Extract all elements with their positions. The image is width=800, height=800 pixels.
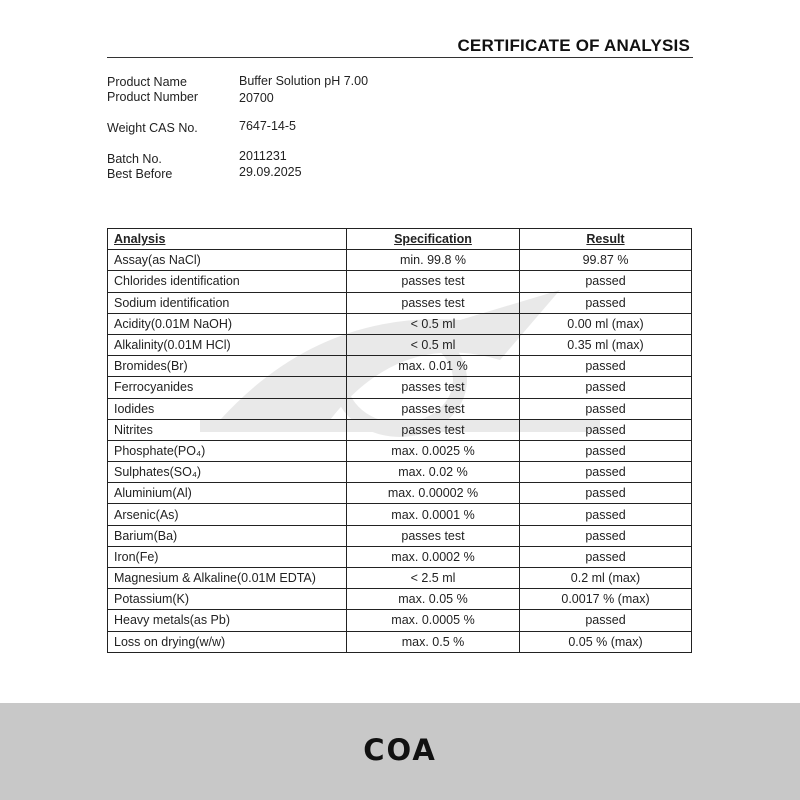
cas-value: 7647-14-5 xyxy=(239,119,296,133)
result-cell: 0.35 ml (max) xyxy=(520,334,692,355)
product-name-value: Buffer Solution pH 7.00 xyxy=(239,74,369,88)
table-row xyxy=(108,462,692,483)
analysis-cell: Heavy metals(as Pb) xyxy=(108,610,347,631)
table-row xyxy=(108,292,692,313)
analysis-cell: Iron(Fe) xyxy=(108,546,347,567)
column-header-result: Result xyxy=(520,229,692,250)
table-row xyxy=(108,356,692,377)
result-cell: passed xyxy=(520,377,692,398)
specification-cell: max. 0.0001 % xyxy=(347,504,520,525)
result-cell: passed xyxy=(520,356,692,377)
analysis-cell: Sulphates(SO₄) xyxy=(108,462,347,483)
analysis-cell: Potassium(K) xyxy=(108,589,347,610)
result-cell: passed xyxy=(520,462,692,483)
specification-cell: < 0.5 ml xyxy=(347,334,520,355)
specification-cell: max. 0.00002 % xyxy=(347,483,520,504)
result-cell: passed xyxy=(520,610,692,631)
table-row xyxy=(108,546,692,567)
batch-label: Batch No. xyxy=(107,152,162,166)
table-header-row xyxy=(108,229,692,250)
result-cell: passed xyxy=(520,292,692,313)
table-row xyxy=(108,398,692,419)
column-header-specification: Specification xyxy=(347,229,520,250)
analysis-cell: Nitrites xyxy=(108,419,347,440)
result-cell: passed xyxy=(520,398,692,419)
best-before-label: Best Before xyxy=(107,167,173,181)
best-before-value: 29.09.2025 xyxy=(239,165,302,179)
table-row xyxy=(108,483,692,504)
table-row xyxy=(108,589,692,610)
specification-cell: max. 0.5 % xyxy=(347,631,520,652)
analysis-cell: Ferrocyanides xyxy=(108,377,347,398)
footer-band xyxy=(0,703,800,800)
analysis-cell: Iodides xyxy=(108,398,347,419)
analysis-cell: Phosphate(PO₄) xyxy=(108,440,347,461)
analysis-cell: Aluminium(Al) xyxy=(108,483,347,504)
result-cell: passed xyxy=(520,419,692,440)
column-header-analysis: Analysis xyxy=(108,229,347,250)
table-row xyxy=(108,440,692,461)
analysis-cell: Assay(as NaCl) xyxy=(108,250,347,271)
footer-label: COA xyxy=(363,733,437,767)
analysis-cell: Sodium identification xyxy=(108,292,347,313)
specification-cell: max. 0.0025 % xyxy=(347,440,520,461)
table-row xyxy=(108,313,692,334)
specification-cell: passes test xyxy=(347,271,520,292)
analysis-cell: Magnesium & Alkaline(0.01M EDTA) xyxy=(108,568,347,589)
cas-label: Weight CAS No. xyxy=(107,121,198,135)
specification-cell: passes test xyxy=(347,377,520,398)
specification-cell: max. 0.0002 % xyxy=(347,546,520,567)
table-row xyxy=(108,377,692,398)
table-row xyxy=(108,568,692,589)
table-row xyxy=(108,504,692,525)
result-cell: 0.2 ml (max) xyxy=(520,568,692,589)
table-row xyxy=(108,631,692,652)
specification-cell: max. 0.02 % xyxy=(347,462,520,483)
specification-cell: max. 0.05 % xyxy=(347,589,520,610)
specification-cell: < 0.5 ml xyxy=(347,313,520,334)
document-title: CERTIFICATE OF ANALYSIS xyxy=(457,36,690,55)
table-row xyxy=(108,271,692,292)
result-cell: passed xyxy=(520,525,692,546)
analysis-cell: Alkalinity(0.01M HCl) xyxy=(108,334,347,355)
product-number-label: Product Number xyxy=(107,90,199,104)
result-cell: passed xyxy=(520,504,692,525)
specification-cell: max. 0.01 % xyxy=(347,356,520,377)
analysis-cell: Bromides(Br) xyxy=(108,356,347,377)
specification-cell: min. 99.8 % xyxy=(347,250,520,271)
table-row xyxy=(108,419,692,440)
result-cell: 0.0017 % (max) xyxy=(520,589,692,610)
specification-cell: passes test xyxy=(347,398,520,419)
batch-value: 2011231 xyxy=(239,149,287,163)
specification-cell: passes test xyxy=(347,419,520,440)
product-number-value: 20700 xyxy=(239,91,274,105)
analysis-cell: Arsenic(As) xyxy=(108,504,347,525)
result-cell: passed xyxy=(520,271,692,292)
result-cell: 0.00 ml (max) xyxy=(520,313,692,334)
table-row xyxy=(108,250,692,271)
specification-cell: max. 0.0005 % xyxy=(347,610,520,631)
result-cell: passed xyxy=(520,546,692,567)
analysis-cell: Acidity(0.01M NaOH) xyxy=(108,313,347,334)
table-row xyxy=(108,610,692,631)
analysis-cell: Barium(Ba) xyxy=(108,525,347,546)
specification-cell: passes test xyxy=(347,292,520,313)
analysis-cell: Chlorides identification xyxy=(108,271,347,292)
analysis-cell: Loss on drying(w/w) xyxy=(108,631,347,652)
specification-cell: passes test xyxy=(347,525,520,546)
table-row xyxy=(108,525,692,546)
result-cell: 0.05 % (max) xyxy=(520,631,692,652)
result-cell: passed xyxy=(520,440,692,461)
analysis-table xyxy=(107,228,692,653)
specification-cell: < 2.5 ml xyxy=(347,568,520,589)
result-cell: passed xyxy=(520,483,692,504)
product-name-label: Product Name xyxy=(107,75,187,89)
table-row xyxy=(108,334,692,355)
result-cell: 99.87 % xyxy=(520,250,692,271)
title-divider xyxy=(107,57,693,58)
